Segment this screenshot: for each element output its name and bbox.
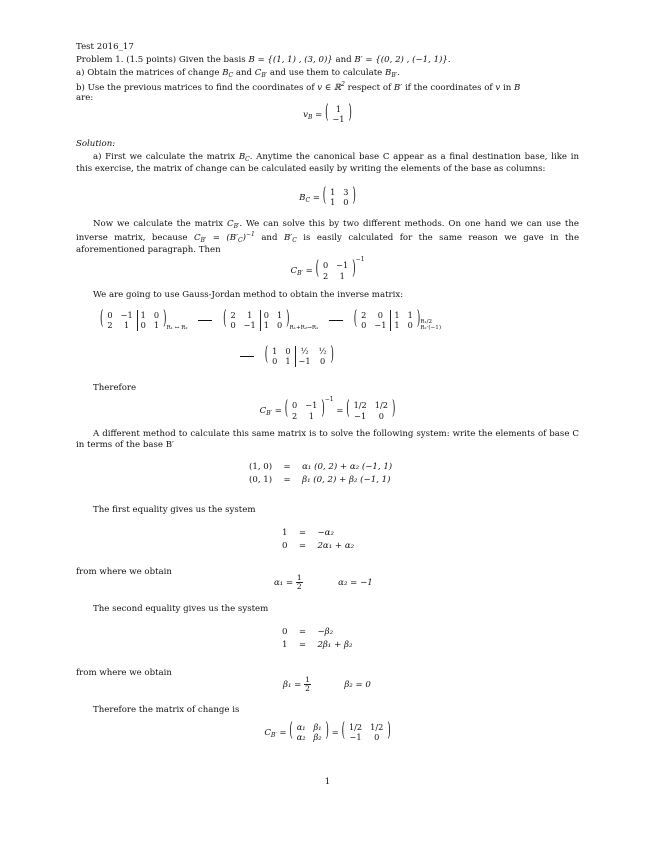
test-title: Test 2016_17 [76, 42, 134, 52]
basis-b-prime: B′ = {(0, 2) , (−1, 1)} [354, 55, 448, 65]
beta-results: β₁ = 1 2 β₂ = 0 [283, 675, 371, 693]
matrix-cell: −1 [332, 114, 345, 125]
gauss-step-1: ( 0 −1 1 0 2 1 0 1 )R₁ ↔ R₂ [100, 307, 188, 331]
gauss-arrow [240, 356, 254, 357]
from-where-2: from where we obtain [76, 668, 172, 678]
now-paragraph: Now we calculate the matrix $C_{B'}$. We can solve this by two different methods. On one hand we can use the inverse matrix, because $C_{B'} = (B'_C)^{-1}$ and $B'_C$ is easily calculated for the same reason we gave in the aforementioned paragraph. Then [76, 219, 580, 255]
part-b-text: b) Use the previous matrices to find the coordinates of [76, 83, 315, 93]
gauss-step-3: ( 2 0 1 1 0 −1 1 0 )R₁/2 R₂·(−1) [353, 307, 442, 331]
part-b-end: if the coordinates of [404, 83, 493, 93]
inverse-result-equation: $C_{B'}$ = ( 0 −1 2 1 )$^{-1}$ = ( 1/2 1/2 −1 0 ) [259, 396, 396, 421]
first-equality-text: The first equality gives us the system [93, 505, 256, 515]
part-b-are: are: [76, 93, 94, 103]
vb-equation: $v_B$ = ( 1 −1 ) [303, 101, 352, 125]
from-where-1: from where we obtain [76, 567, 172, 577]
part-a-text: a) Obtain the matrices of change [76, 68, 220, 78]
gauss-arrow [198, 320, 212, 321]
gauss-step-2: ( 2 1 0 1 0 −1 1 0 )R₁+R₂→R₁ [223, 307, 319, 331]
problem-points: (1.5 points) [126, 55, 177, 65]
final-matrix: 1/2 1/2 −1 0 [348, 722, 384, 743]
gauss-arrow [329, 320, 343, 321]
bc-matrix: 1 3 1 0 [330, 187, 349, 208]
gauss-intro: We are going to use Gauss-Jordan method to obtain the inverse matrix: [93, 290, 404, 300]
basis-b: B = {(1, 1) , (3, 0)} [248, 55, 333, 65]
problem-statement-text: Given the basis [178, 55, 246, 65]
vb-matrix [328, 104, 348, 125]
second-equality-text: The second equality gives us the system [93, 604, 269, 614]
cbp-inverse-equation: $C_{B'}$ = ( 0 −1 2 1 )$^{-1}$ [290, 256, 365, 281]
therefore-2: Therefore the matrix of change is [93, 705, 240, 715]
alpha-results: α₁ = 1 2 α₂ = −1 [274, 573, 373, 591]
problem-label: Problem 1. [76, 55, 124, 65]
inverse-result-matrix: 1/2 1/2 −1 0 [353, 400, 388, 421]
gauss-row-1 [100, 307, 442, 331]
system-a: 1 = −α₂ 0 = 2α₁ + α₂ [282, 528, 355, 551]
gauss-row-2 [232, 343, 334, 367]
matrix-cell: 1 [335, 104, 342, 114]
solution-a-rest: . Anytime the canonical base C appear as a final destination base, like in this exercise, the matrix of change can be calculated easily by writing the elements of the base as columns: [76, 152, 580, 174]
system-b: 0 = −β₂ 1 = 2β₁ + β₂ [282, 627, 353, 650]
solution-label: Solution: [76, 139, 116, 149]
cbp-symbol: $C_{B'}$ [254, 68, 268, 79]
bc-symbol: $B_C$ [222, 68, 234, 79]
different-method-paragraph: A different method to calculate this same matrix is to solve the following system: write the elements of base C in terms of the base B′ [76, 429, 579, 451]
bbp-symbol: $B_{B'}$ [385, 68, 398, 79]
part-b-in: in [502, 83, 512, 93]
v-in-r2: v ∈ ℝ$^2$ [317, 81, 345, 93]
part-b-mid: respect of [347, 83, 392, 93]
part-a-and: and [235, 68, 253, 78]
cbp-matrix: 0 −1 2 1 [322, 260, 349, 281]
problem-statement: Problem 1. (1.5 points) Given the basis B = {(1, 1) , (3, 0)} and B′ = {(0, 2) , (−1, 1)}. [76, 55, 451, 65]
final-matrix-equation: $C_{B'}$ = ( α₁ β₁ α₂ β₂ ) = ( 1/2 1/2 −1 0 ) [264, 719, 391, 743]
gauss-step-4: ( 1 0 ½ ½ 0 1 −1 0 ) [264, 343, 334, 367]
problem-part-b: b) Use the previous matrices to find the coordinates of v ∈ ℝ$^2$ respect of B′ if the coordinates of v in B [76, 81, 521, 93]
symbolic-matrix: α₁ β₁ α₂ β₂ [296, 722, 322, 743]
solution-a-paragraph: a) First we calculate the matrix $B_C$. Anytime the canonical base C appear as a final destination base, like in this exercise, the matrix of change can be calculated easily by writing the elements of the base as columns: [76, 152, 580, 174]
therefore-1: Therefore [93, 383, 137, 393]
solution-a-intro: a) First we calculate the matrix [93, 152, 236, 162]
part-a-end: and use them to calculate [269, 68, 383, 78]
problem-part-a: a) Obtain the matrices of change $B_C$ and $C_{B'}$ and use them to calculate $B_{B'}$. [76, 68, 400, 79]
page-number: 1 [324, 777, 331, 787]
bc-equation: $B_C$ = ( 1 3 1 0 ) [299, 184, 356, 208]
system-equations: (1, 0) = α₁ (0, 2) + α₂ (−1, 1) (0, 1) = β₁ (0, 2) + β₂ (−1, 1) [249, 462, 393, 485]
